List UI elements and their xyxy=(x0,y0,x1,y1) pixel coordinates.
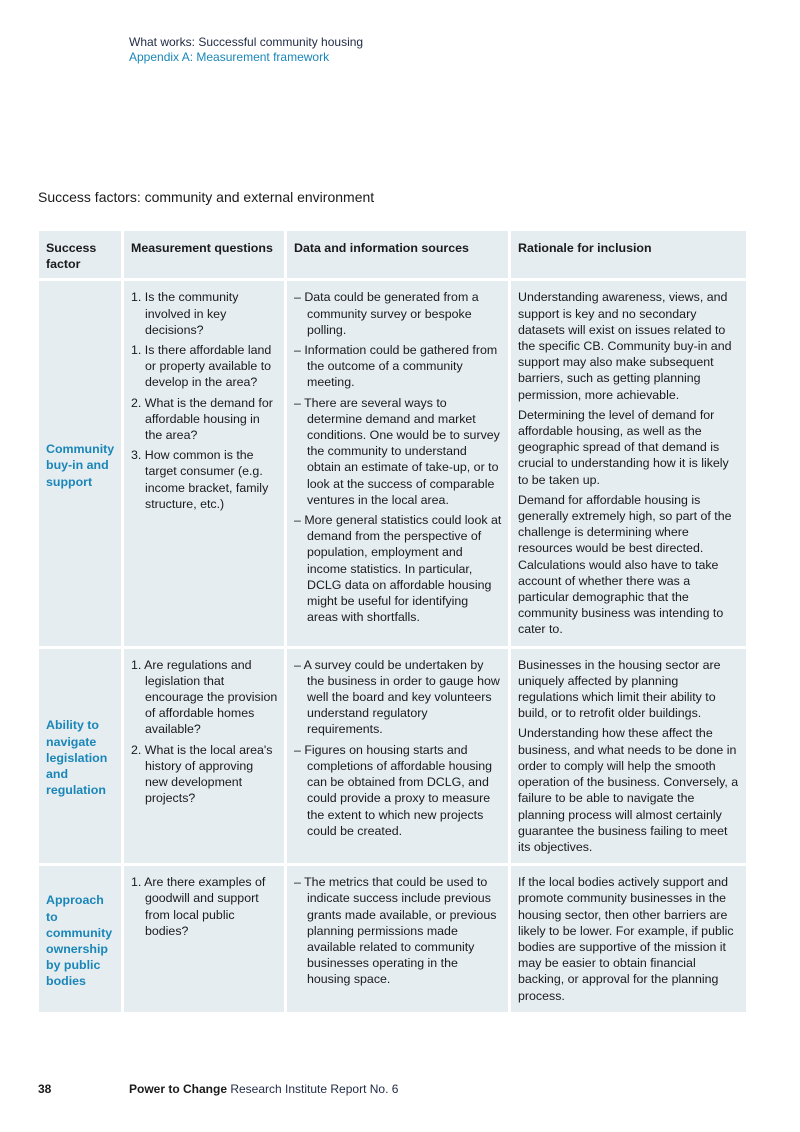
section-title: Success factors: community and external environment xyxy=(38,189,375,205)
question-item: 3. How common is the target consumer (e.g. income bracket, family structure, etc.) xyxy=(131,448,269,511)
questions-cell xyxy=(124,866,284,1012)
source-item: – A survey could be undertaken by the business in order to gauge how well the board and key volunteers understand regulatory requirements. xyxy=(294,657,500,737)
report-name: Research Institute Report No. 6 xyxy=(230,1082,399,1096)
question-item: 1. Are regulations and legislation that encourage the provision of affordable homes available? xyxy=(131,657,278,737)
source-item: – The metrics that could be used to indicate success include previous grants made available, or previous planning permissions made available related to community businesses operating in the housing space. xyxy=(294,875,497,987)
question-item: 1. Is the community involved in key decisions? xyxy=(131,290,239,337)
rationale-paragraph: Determining the level of demand for affordable housing, as well as the geographic spread of that demand is crucial to understanding how it is likely to be taken up. xyxy=(518,407,729,487)
measurement-table xyxy=(36,228,749,1015)
factor-cell: Community buy-in and support xyxy=(39,281,121,645)
rationale-paragraph: Understanding awareness, views, and support is key and no secondary datasets will exist on issues related to the specific CB. Community buy-in and support may also make subsequent barriers, such as getting planning permission, more achievable. xyxy=(518,290,732,402)
sources-cell xyxy=(287,649,508,863)
table-row xyxy=(39,281,746,645)
sources-cell xyxy=(287,866,508,1012)
header-data-sources: Data and information sources xyxy=(287,231,508,278)
sources-cell xyxy=(287,281,508,645)
source-item: – Data could be generated from a community survey or bespoke polling. xyxy=(294,290,479,337)
running-head xyxy=(129,35,363,65)
question-item: 2. What is the local area's history of approving new development projects? xyxy=(131,742,273,806)
question-item: 1. Are there examples of goodwill and support from local public bodies? xyxy=(131,875,266,938)
rationale-paragraph: Businesses in the housing sector are uniquely affected by planning regulations which limit their ability to build, or to retrofit older buildings. xyxy=(518,657,721,721)
source-item: – More general statistics could look at demand from the perspective of population, employment and income statistics. In particular, DCLG data on affordable housing might be useful for identifying areas with shortfalls. xyxy=(294,513,502,625)
document-title: What works: Successful community housing xyxy=(129,35,364,49)
table-header-row xyxy=(39,231,746,278)
rationale-paragraph: Understanding how these affect the business, and what needs to be done in order to comply will help the smooth operation of the business. Conversely, a failure to be able to navigate the planning process will almost certainly guarantee the business failing to meet its objectives. xyxy=(518,726,739,854)
rationale-paragraph: If the local bodies actively support and promote community businesses in the housing sector, then other barriers are likely to be lower. For example, if public bodies are supportive of the mission it may be easier to obtain financial backing, or approval for the planning process. xyxy=(518,875,734,1003)
header-measurement-questions: Measurement questions xyxy=(124,231,284,278)
source-item: – There are several ways to determine demand and market conditions. One would be to survey the community to understand obtain an estimate of take-up, or to look at the success of comparable ventures in the local area. xyxy=(294,395,500,507)
report-credit xyxy=(129,1082,398,1096)
source-item: – Figures on housing starts and completions of affordable housing can be obtained from DCLG, and could provide a proxy to measure the extent to which new projects could be created. xyxy=(294,742,493,838)
table-row xyxy=(39,866,746,1012)
rationale-cell xyxy=(511,866,746,1012)
page-number: 38 xyxy=(38,1082,52,1096)
rationale-cell xyxy=(511,649,746,863)
header-rationale: Rationale for inclusion xyxy=(511,231,746,278)
brand-name: Power to Change xyxy=(129,1082,231,1096)
table-row xyxy=(39,649,746,863)
rationale-cell xyxy=(511,281,746,645)
questions-cell xyxy=(124,281,284,645)
question-item: 2. What is the demand for affordable housing in the area? xyxy=(131,395,273,443)
factor-cell: Ability to navigate legislation and regulation xyxy=(39,649,121,863)
question-item: 1. Is there affordable land or property available to develop in the area? xyxy=(131,343,272,390)
rationale-paragraph: Demand for affordable housing is generally extremely high, so part of the challenge is determining where resources would be best directed. Calculations would also have to take account of whether there was a particular demographic that the community business was intending to cater to. xyxy=(518,492,732,637)
header-success-factor: Success factor xyxy=(39,231,121,278)
section-breadcrumb: Appendix A: Measurement framework xyxy=(129,50,330,64)
questions-cell xyxy=(124,649,284,863)
source-item: – Information could be gathered from the outcome of a community meeting. xyxy=(294,343,498,390)
factor-cell: Approach to community ownership by public bodies xyxy=(39,866,121,1012)
page-footer xyxy=(38,1082,399,1096)
